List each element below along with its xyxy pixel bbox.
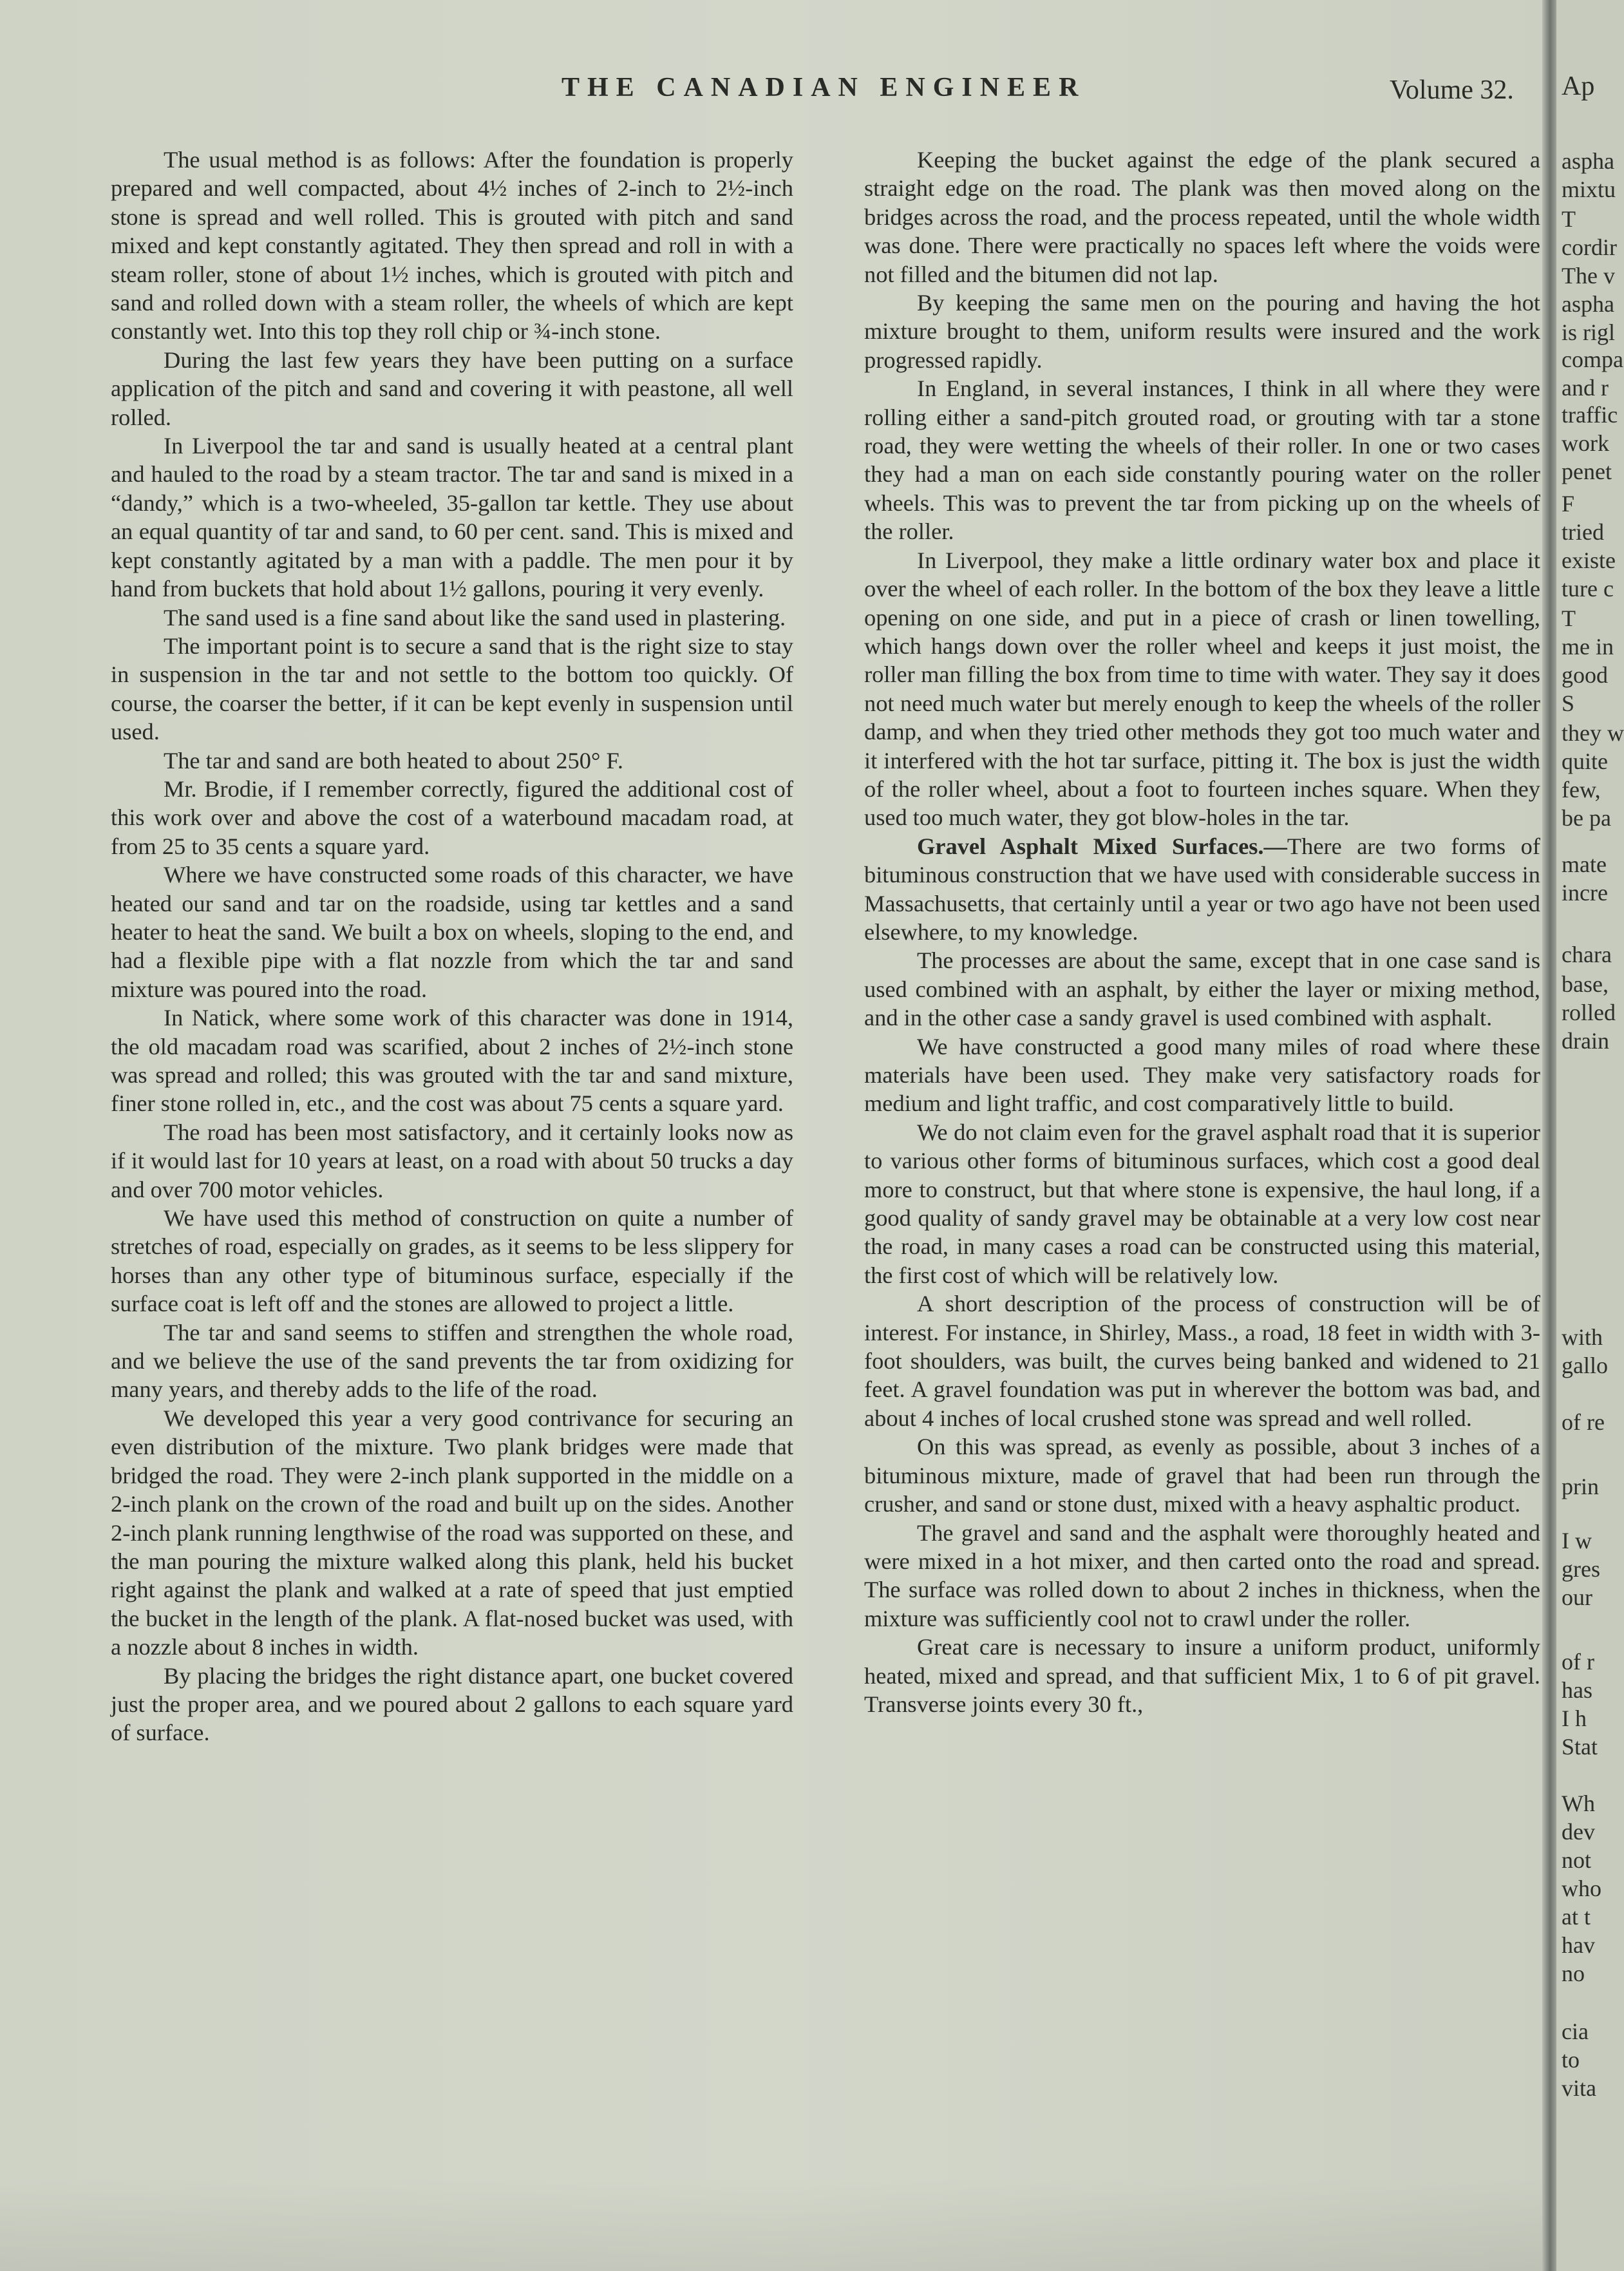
next-page-fragment: aspha — [1562, 291, 1614, 317]
next-page-fragment: existe — [1562, 547, 1616, 573]
next-page-edge — [1556, 0, 1624, 2271]
next-page-fragment: with — [1562, 1324, 1603, 1350]
paragraph: We developed this year a very good contrivance for securing an even distribution of the mixture. Two plank bridges were made that bridged the road. They were 2-inch plank supported in the middle on a 2-inch plank on the crown of the road and built up on the sides. Another 2-inch plank running lengthwise of the road was supported on these, and the man pouring the mixture walked along this plank, held his bucket right against the plank and walked at a rate of speed that just emptied the bucket in the length of the plank. A flat-nosed bucket was used, with a nozzle about 8 inches in width. — [111, 1405, 793, 1660]
next-page-fragment: ture c — [1562, 576, 1614, 602]
next-page-fragment: The v — [1562, 263, 1615, 289]
paragraph: The gravel and sand and the asphalt were thoroughly heated and were mixed in a hot mixer, and then carted onto the road and spread. The surface was rolled down to about 2 inches in thickness, when the mixture was sufficiently cool not to crawl under the roller. — [864, 1519, 1540, 1631]
next-page-fragment: work — [1562, 430, 1609, 456]
left-column — [111, 146, 793, 1747]
next-page-fragment: has — [1562, 1677, 1592, 1703]
next-page-fragment: gallo — [1562, 1353, 1608, 1378]
paragraph: The important point is to secure a sand that is the right size to stay in suspension in the tar and not settle to the bottom too quickly. Of course, the coarser the better, if it can be kept evenly in suspension until used. — [111, 632, 793, 745]
next-page-fragment: traffic — [1562, 402, 1618, 428]
paragraph: By placing the bridges the right distance apart, one bucket covered just the proper area, and we poured about 2 gallons to each square yard of surface. — [111, 1662, 793, 1746]
next-page-fragment: be pa — [1562, 805, 1611, 831]
next-page-fragment: I w — [1562, 1528, 1592, 1554]
page-shading — [0, 2177, 1553, 2271]
paragraph: The road has been most satisfactory, and it certainly looks now as if it would last for 10 years at least, on a road with about 50 trucks a day and over 700 motor vehicles. — [111, 1119, 793, 1202]
section-text: There are two forms of bituminous construction that we have used with considerable success in Massachusetts, that certainly until a year or two ago have not been used elsewhere, to my knowledge. — [864, 833, 1540, 945]
next-page-fragment: they w — [1562, 720, 1624, 746]
next-page-fragment: and r — [1562, 375, 1609, 401]
paragraph: A short description of the process of construction will be of interest. For instance, in Shirley, Mass., a road, 18 feet in width with 3-foot shoulders, was built, the curves being banked and widened to 21 feet. A gravel foundation was put in wherever the bottom was bad, and about 4 inches of local crushed stone was spread and well rolled. — [864, 1291, 1540, 1431]
next-page-fragment: quite — [1562, 748, 1608, 774]
next-page-fragment: not — [1562, 1847, 1592, 1873]
right-column — [864, 146, 1540, 1718]
next-page-fragment: F — [1562, 491, 1575, 517]
next-page-fragment: T — [1562, 206, 1576, 232]
volume-number: Volume 32. — [1390, 75, 1514, 105]
journal-title: THE CANADIAN ENGINEER — [562, 73, 1086, 102]
next-page-fragment: of r — [1562, 1649, 1594, 1675]
paragraph: On this was spread, as evenly as possible, about 3 inches of a bituminous mixture, made of gravel that had been run through the crusher, and sand or stone dust, mixed with a heavy asphaltic product. — [864, 1434, 1540, 1517]
next-page-header: Ap — [1562, 71, 1595, 101]
next-page-fragment: good — [1562, 662, 1608, 688]
next-page-fragment: aspha — [1562, 148, 1614, 174]
paragraph: We have constructed a good many miles of road where these materials have been used. They make very satisfactory roads for medium and light traffic, and cost comparatively little to build. — [864, 1033, 1540, 1117]
next-page-fragment: vita — [1562, 2075, 1596, 2101]
next-page-fragment: compa — [1562, 347, 1623, 372]
next-page-fragment: cordir — [1562, 234, 1617, 260]
next-page-fragment: penet — [1562, 459, 1612, 484]
running-header — [0, 72, 1553, 111]
section-heading: Gravel Asphalt Mixed Surfaces.— — [917, 833, 1287, 859]
next-page-fragment: tried — [1562, 519, 1604, 545]
next-page-fragment: few, — [1562, 777, 1601, 803]
next-page-fragment: I h — [1562, 1706, 1587, 1731]
paragraph: The processes are about the same, except that in one case sand is used combined with an asphalt, by either the layer or mixing method, and in the other case a sandy gravel is used combined with asphalt. — [864, 947, 1540, 1031]
next-page-fragment: S — [1562, 690, 1575, 716]
paragraph: The usual method is as follows: After the foundation is properly prepared and well compacted, about 4½ inches of 2-inch to 2½-inch stone is spread and well rolled. This is grouted with pitch and sand mixed and kept constantly agitated. They then spread and roll in with a steam roller, stone of about 1½ inches, which is grouted with pitch and sand and rolled down with a steam roller, the wheels of which are kept constantly wet. Into this top they roll chip or ¾-inch stone. — [111, 147, 793, 345]
next-page-fragment: dev — [1562, 1819, 1595, 1845]
next-page-fragment: is rigl — [1562, 319, 1616, 345]
next-page-fragment: Stat — [1562, 1734, 1598, 1760]
next-page-fragment: chara — [1562, 942, 1612, 967]
next-page-fragment: cia — [1562, 2019, 1589, 2044]
next-page-fragment: base, — [1562, 971, 1609, 997]
next-page-fragment: rolled — [1562, 1000, 1616, 1025]
paragraph: The tar and sand seems to stiffen and strengthen the whole road, and we believe the use of the sand prevents the tar from oxidizing for many years, and thereby adds to the life of the road. — [111, 1319, 793, 1403]
section-paragraph — [864, 832, 1540, 947]
next-page-fragment: hav — [1562, 1932, 1595, 1958]
next-page-fragment: mate — [1562, 851, 1607, 877]
next-page-fragment: Wh — [1562, 1791, 1595, 1816]
next-page-fragment: at t — [1562, 1904, 1591, 1930]
next-page-fragment: to — [1562, 2047, 1580, 2073]
next-page-fragment: prin — [1562, 1474, 1599, 1499]
paragraph: We do not claim even for the gravel asphalt road that it is superior to various other forms of bituminous surfaces, which cost a good deal more to construct, but that where stone is expensive, the haul long, if a good quality of sandy gravel may be obtainable at a very low cost near the road, in many cases a road can be constructed using this material, the first cost of which will be relatively low. — [864, 1119, 1540, 1288]
paragraph: Where we have constructed some roads of this character, we have heated our sand and tar on the roadside, using tar kettles and a sand heater to heat the sand. We built a box on wheels, sloping to the end, and had a flexible pipe with a flat nozzle from which the tar and sand mixture was poured into the road. — [111, 862, 793, 1002]
next-page-fragment: drain — [1562, 1028, 1609, 1054]
paragraph: The tar and sand are both heated to about 250° F. — [164, 747, 623, 774]
next-page-fragment: mixtu — [1562, 176, 1616, 202]
paragraph: During the last few years they have been putting on a surface application of the pitch and sand and covering it with peastone, all well rolled. — [111, 347, 793, 430]
paragraph: In Liverpool, they make a little ordinary water box and place it over the wheel of each roller. In the bottom of the box they leave a little opening on one side, and put in a piece of crash or linen towelling, which hangs down over the roller wheel and keeps it just moist, the roller man filling the box from time to time with water. They say it does not need much water but merely enough to keep the wheels of the roller damp, and when they tried other methods they got too much water and it interfered with the hot tar surface, pitting it. The box is just the width of the roller wheel, about a foot to fourteen inches square. When they used too much water, they got blow-holes in the tar. — [864, 547, 1540, 831]
paragraph: In Natick, where some work of this character was done in 1914, the old macadam road was scarified, about 2 inches of 2½-inch stone was spread and rolled; this was grouted with the tar and sand mixture, finer stone rolled in, etc., and the cost was about 75 cents a square yard. — [111, 1005, 793, 1117]
paragraph: In Liverpool the tar and sand is usually heated at a central plant and hauled to the road by a steam tractor. The tar and sand is mixed in a “dandy,” which is a two-wheeled, 35-gallon tar kettle. They use about an equal quantity of tar and sand, to 60 per cent. sand. This is mixed and kept constantly agitated by a man with a paddle. The men pour it by hand from buckets that hold about 1½ gallons, pouring it very evenly. — [111, 433, 793, 602]
next-page-fragment: who — [1562, 1876, 1601, 1901]
next-page-fragment: gres — [1562, 1556, 1600, 1582]
next-page-fragment: no — [1562, 1961, 1585, 1986]
paragraph: The sand used is a fine sand about like the sand used in plastering. — [164, 604, 786, 631]
next-page-fragment: me in — [1562, 634, 1614, 660]
next-page-fragment: of re — [1562, 1409, 1605, 1435]
paragraph: In England, in several instances, I think in all where they were rolling either a sand-pitch grouted road, or grouting with tar a stone road, they were wetting the wheels of their roller. In one or two cases they had a man on each side constantly pouring water on the roller wheels. This was to prevent the tar from picking up on the wheels of the roller. — [864, 375, 1540, 545]
paragraph: Keeping the bucket against the edge of the plank secured a straight edge on the road. The plank was then moved along on the bridges across the road, and the process repeated, until the whole width was done. There were practically no spaces left where the voids were not filled and the bitumen did not lap. — [864, 147, 1540, 287]
next-page-fragment: our — [1562, 1584, 1592, 1610]
paragraph: Great care is necessary to insure a uniform product, uniformly heated, mixed and spread, and that sufficient Mix, 1 to 6 of pit gravel. Transverse joints every 30 ft., — [864, 1634, 1540, 1717]
paragraph: Mr. Brodie, if I remember correctly, figured the additional cost of this work over and above the cost of a waterbound macadam road, at from 25 to 35 cents a square yard. — [111, 775, 793, 859]
binding-gutter — [1542, 0, 1556, 2271]
paragraph: By keeping the same men on the pouring and having the hot mixture brought to them, uniform results were insured and the work progressed rapidly. — [864, 290, 1540, 373]
next-page-fragment: T — [1562, 605, 1576, 631]
paragraph: We have used this method of construction on quite a number of stretches of road, especially on grades, as it seems to be less slippery for horses than any other type of bituminous surface, especially if the surface coat is left off and the stones are allowed to project a little. — [111, 1205, 793, 1317]
next-page-fragment: incre — [1562, 880, 1608, 906]
